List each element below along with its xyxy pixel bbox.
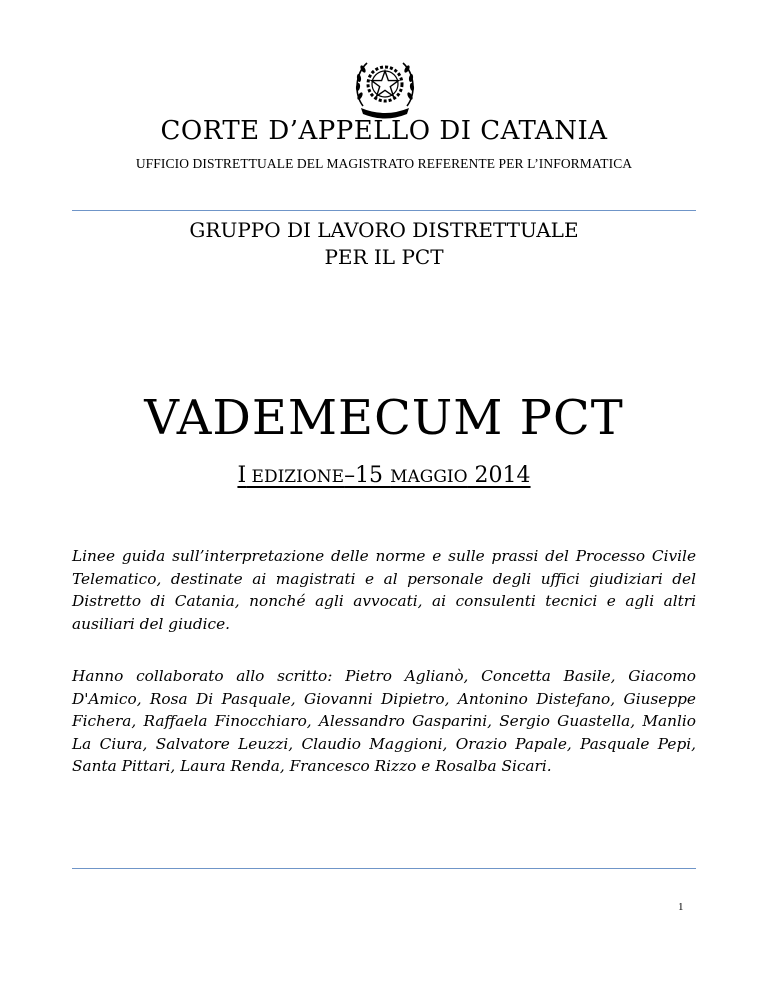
- working-group-title-line-2: PER IL PCT: [324, 245, 444, 269]
- court-title: CORTE D’APPELLO DI CATANIA: [160, 116, 608, 146]
- edition-month: MAGGIO: [390, 467, 468, 487]
- footer-divider: [72, 868, 696, 869]
- page-number: 1: [678, 901, 684, 913]
- edition-word: EDIZIONE: [246, 467, 345, 487]
- italian-republic-emblem: [349, 50, 421, 122]
- document-title: VADEMECUM PCT: [144, 390, 624, 446]
- edition-year: 2014: [467, 463, 531, 488]
- edition-numeral: I: [237, 463, 247, 488]
- edition-day: –15: [344, 463, 391, 488]
- header-divider: [72, 210, 696, 211]
- description-paragraph: Linee guida sull’interpretazione delle norme e sulle prassi del Processo Civile Telematico, destinate ai magistrati e al personale degli uffici giudiziari del Distretto di Catania, nonché agli avvocati, ai consulenti tecnici e agli altri ausiliari del giudice.: [72, 547, 696, 633]
- contributors-paragraph: Hanno collaborato allo scritto: Pietro Aglianò, Concetta Basile, Giacomo D'Amico, Rosa Di Pasquale, Giovanni Dipietro, Antonino Distefano, Giuseppe Fichera, Raffaela Finocchiaro, Alessandro Gasparini, Sergio Guastella, Manlio La Ciura, Salvatore Leuzzi, Claudio Maggioni, Orazio Papale, Pasquale Pepi, Santa Pittari, Laura Renda, Francesco Rizzo e Rosalba Sicari.: [72, 667, 696, 775]
- edition-line: [0, 463, 768, 488]
- working-group-title-line-1: GRUPPO DI LAVORO DISTRETTUALE: [189, 218, 579, 242]
- court-subtitle: UFFICIO DISTRETTUALE DEL MAGISTRATO REFERENTE PER L’INFORMATICA: [135, 156, 633, 171]
